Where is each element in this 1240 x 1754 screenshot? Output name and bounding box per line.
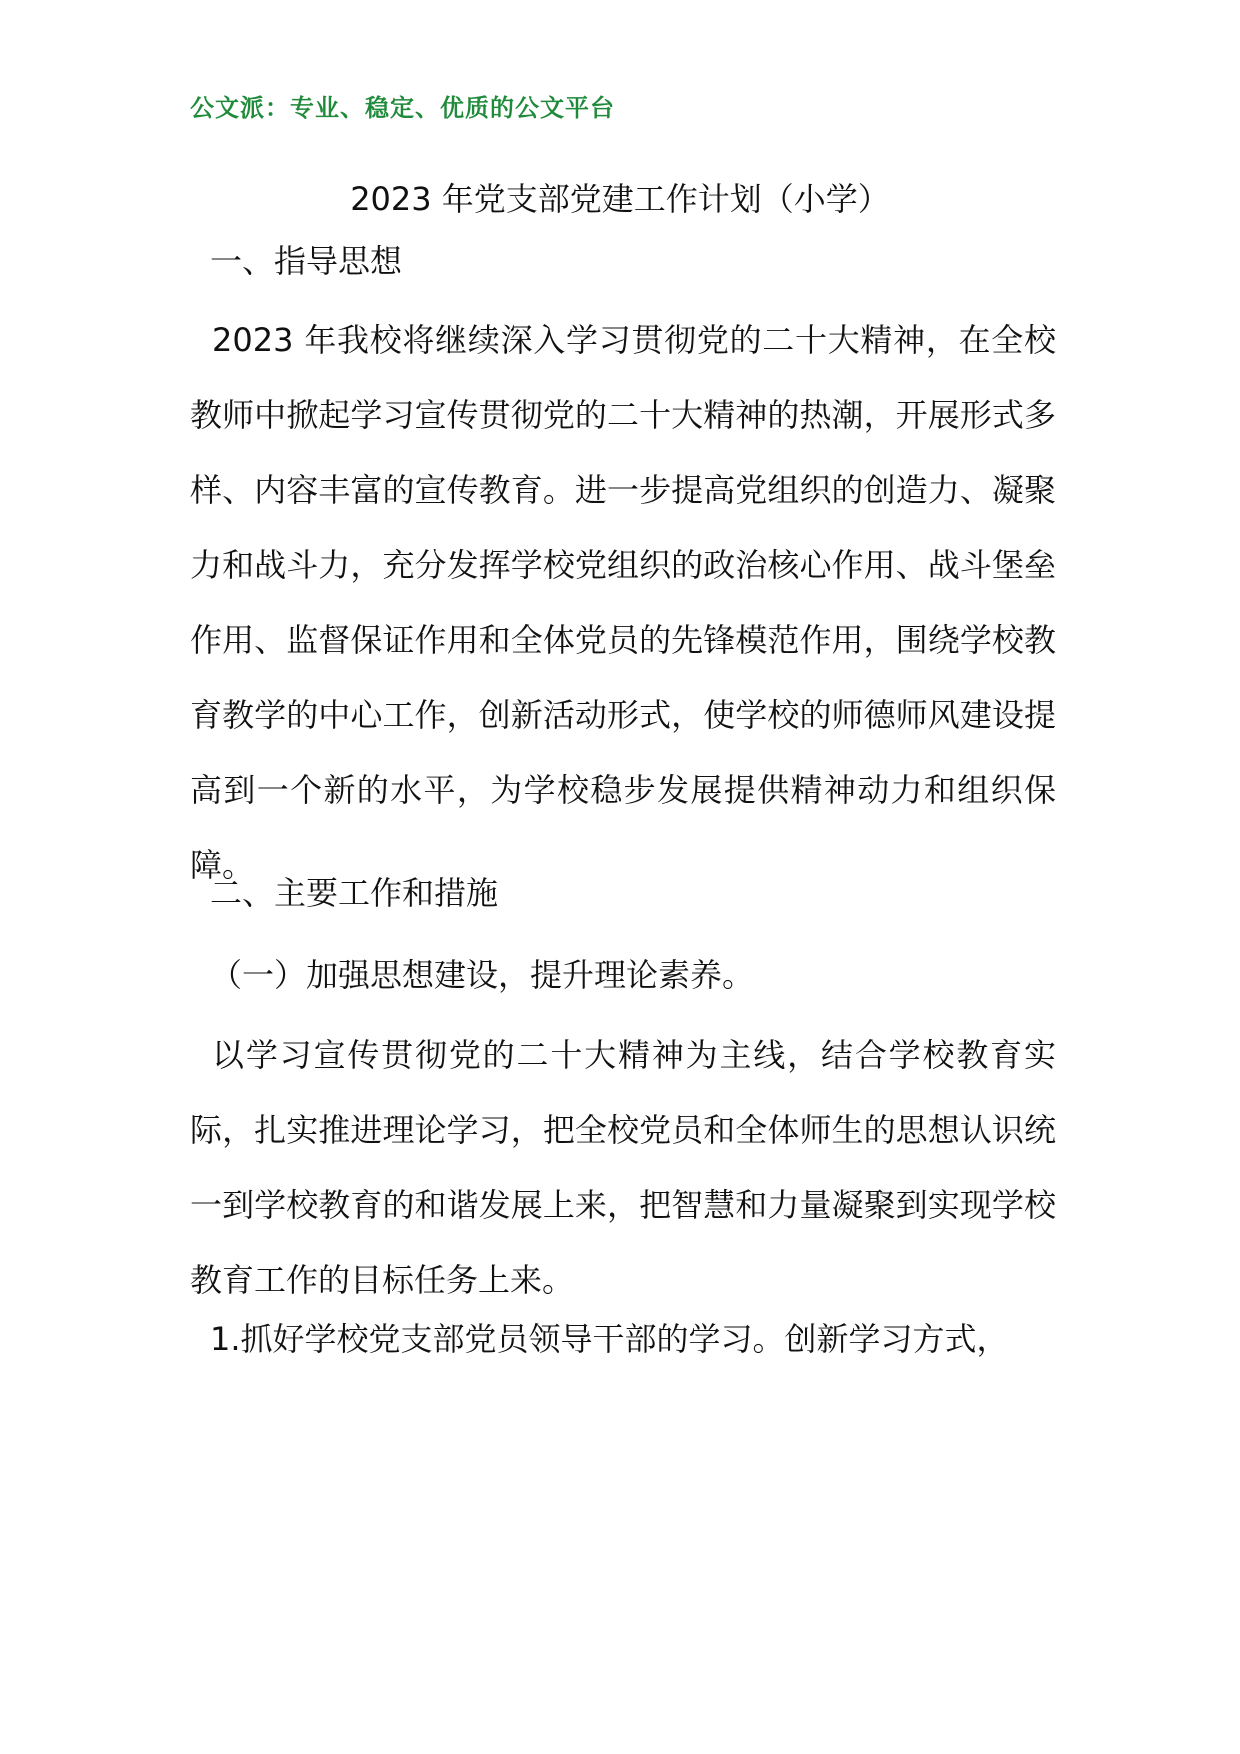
paragraph-ideological-building: 以学习宣传贯彻党的二十大精神为主线，结合学校教育实际，扎实推进理论学习，把全校党员和全体师生的思想认识统一到学校教育的和谐发展上来，把智慧和力量凝聚到实现学校教育工作的目标任务上来。 — [190, 1036, 1056, 1299]
subsection-heading-ideological-building: （一）加强思想建设，提升理论素养。 — [210, 956, 755, 994]
section-heading-main-work: 二、主要工作和措施 — [210, 874, 499, 912]
document-title: 2023 年党支部党建工作计划（小学） — [350, 180, 890, 218]
section-heading-guiding-ideology: 一、指导思想 — [210, 242, 403, 280]
header-brand-text: 公文派：专业、稳定、优质的公文平台 — [190, 94, 615, 122]
paragraph-guiding-ideology: 2023 年我校将继续深入学习贯彻党的二十大精神，在全校教师中掀起学习宣传贯彻党的二十大精神的热潮，开展形式多样、内容丰富的宣传教育。进一步提高党组织的创造力、凝聚力和战斗力，充分发挥学校党组织的政治核心作用、战斗堡垒作用、监督保证作用和全体党员的先锋模范作用，围绕学校教育教学的中心工作，创新活动形式，使学校的师德师风建设提高到一个新的水平，为学校稳步发展提供精神动力和组织保障。 — [190, 321, 1056, 884]
list-item-1: 1.抓好学校党支部党员领导干部的学习。创新学习方式， — [210, 1320, 1009, 1358]
